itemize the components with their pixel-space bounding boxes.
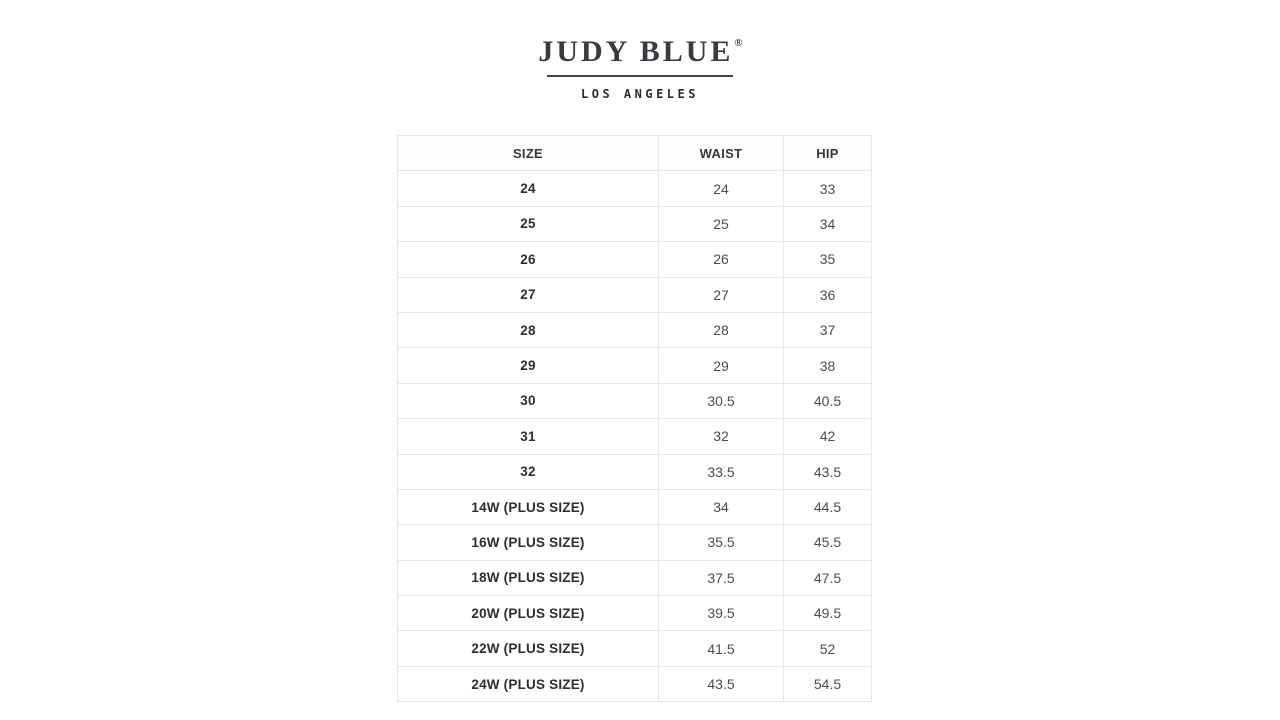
brand-city-label: LOS ANGELES bbox=[581, 87, 699, 101]
size-chart-table-body bbox=[398, 171, 872, 702]
table-row bbox=[398, 560, 872, 595]
table-row bbox=[398, 631, 872, 666]
table-row bbox=[398, 419, 872, 454]
hip-cell: 33 bbox=[784, 171, 872, 206]
size-cell: 32 bbox=[398, 454, 659, 489]
registered-trademark-mark: ® bbox=[734, 37, 743, 49]
waist-cell: 35.5 bbox=[659, 525, 784, 560]
table-row bbox=[398, 348, 872, 383]
table-row bbox=[398, 277, 872, 312]
waist-cell: 24 bbox=[659, 171, 784, 206]
waist-cell: 39.5 bbox=[659, 596, 784, 631]
size-cell: 30 bbox=[398, 383, 659, 418]
table-row bbox=[398, 454, 872, 489]
table-row bbox=[398, 242, 872, 277]
size-cell: 24W (PLUS SIZE) bbox=[398, 666, 659, 701]
size-cell: 22W (PLUS SIZE) bbox=[398, 631, 659, 666]
size-cell: 14W (PLUS SIZE) bbox=[398, 489, 659, 524]
size-cell: 25 bbox=[398, 206, 659, 241]
brand-logo bbox=[0, 32, 1280, 100]
hip-cell: 40.5 bbox=[784, 383, 872, 418]
size-cell: 26 bbox=[398, 242, 659, 277]
hip-cell: 35 bbox=[784, 242, 872, 277]
brand-name-text: JUDY BLUE bbox=[538, 35, 734, 68]
waist-cell: 33.5 bbox=[659, 454, 784, 489]
size-cell: 16W (PLUS SIZE) bbox=[398, 525, 659, 560]
waist-cell: 25 bbox=[659, 206, 784, 241]
table-row bbox=[398, 666, 872, 701]
column-header-hip: HIP bbox=[784, 136, 872, 171]
hip-cell: 47.5 bbox=[784, 560, 872, 595]
size-cell: 29 bbox=[398, 348, 659, 383]
size-cell: 31 bbox=[398, 419, 659, 454]
waist-cell: 30.5 bbox=[659, 383, 784, 418]
waist-cell: 37.5 bbox=[659, 560, 784, 595]
table-row bbox=[398, 383, 872, 418]
size-cell: 27 bbox=[398, 277, 659, 312]
size-cell: 24 bbox=[398, 171, 659, 206]
table-row bbox=[398, 596, 872, 631]
table-row bbox=[398, 171, 872, 206]
hip-cell: 49.5 bbox=[784, 596, 872, 631]
hip-cell: 36 bbox=[784, 277, 872, 312]
size-cell: 20W (PLUS SIZE) bbox=[398, 596, 659, 631]
waist-cell: 27 bbox=[659, 277, 784, 312]
table-row bbox=[398, 525, 872, 560]
hip-cell: 45.5 bbox=[784, 525, 872, 560]
header-row bbox=[398, 136, 872, 171]
hip-cell: 54.5 bbox=[784, 666, 872, 701]
brand-name bbox=[0, 32, 1280, 67]
waist-cell: 32 bbox=[659, 419, 784, 454]
hip-cell: 38 bbox=[784, 348, 872, 383]
waist-cell: 28 bbox=[659, 312, 784, 347]
hip-cell: 43.5 bbox=[784, 454, 872, 489]
hip-cell: 42 bbox=[784, 419, 872, 454]
hip-cell: 44.5 bbox=[784, 489, 872, 524]
hip-cell: 52 bbox=[784, 631, 872, 666]
size-chart-table-head bbox=[398, 136, 872, 171]
size-chart-table bbox=[397, 135, 872, 702]
table-row bbox=[398, 312, 872, 347]
waist-cell: 29 bbox=[659, 348, 784, 383]
column-header-size: SIZE bbox=[398, 136, 659, 171]
waist-cell: 41.5 bbox=[659, 631, 784, 666]
waist-cell: 26 bbox=[659, 242, 784, 277]
hip-cell: 37 bbox=[784, 312, 872, 347]
column-header-waist: WAIST bbox=[659, 136, 784, 171]
size-cell: 18W (PLUS SIZE) bbox=[398, 560, 659, 595]
table-row bbox=[398, 206, 872, 241]
waist-cell: 34 bbox=[659, 489, 784, 524]
hip-cell: 34 bbox=[784, 206, 872, 241]
waist-cell: 43.5 bbox=[659, 666, 784, 701]
size-cell: 28 bbox=[398, 312, 659, 347]
table-row bbox=[398, 489, 872, 524]
brand-underline-rule bbox=[547, 75, 733, 77]
